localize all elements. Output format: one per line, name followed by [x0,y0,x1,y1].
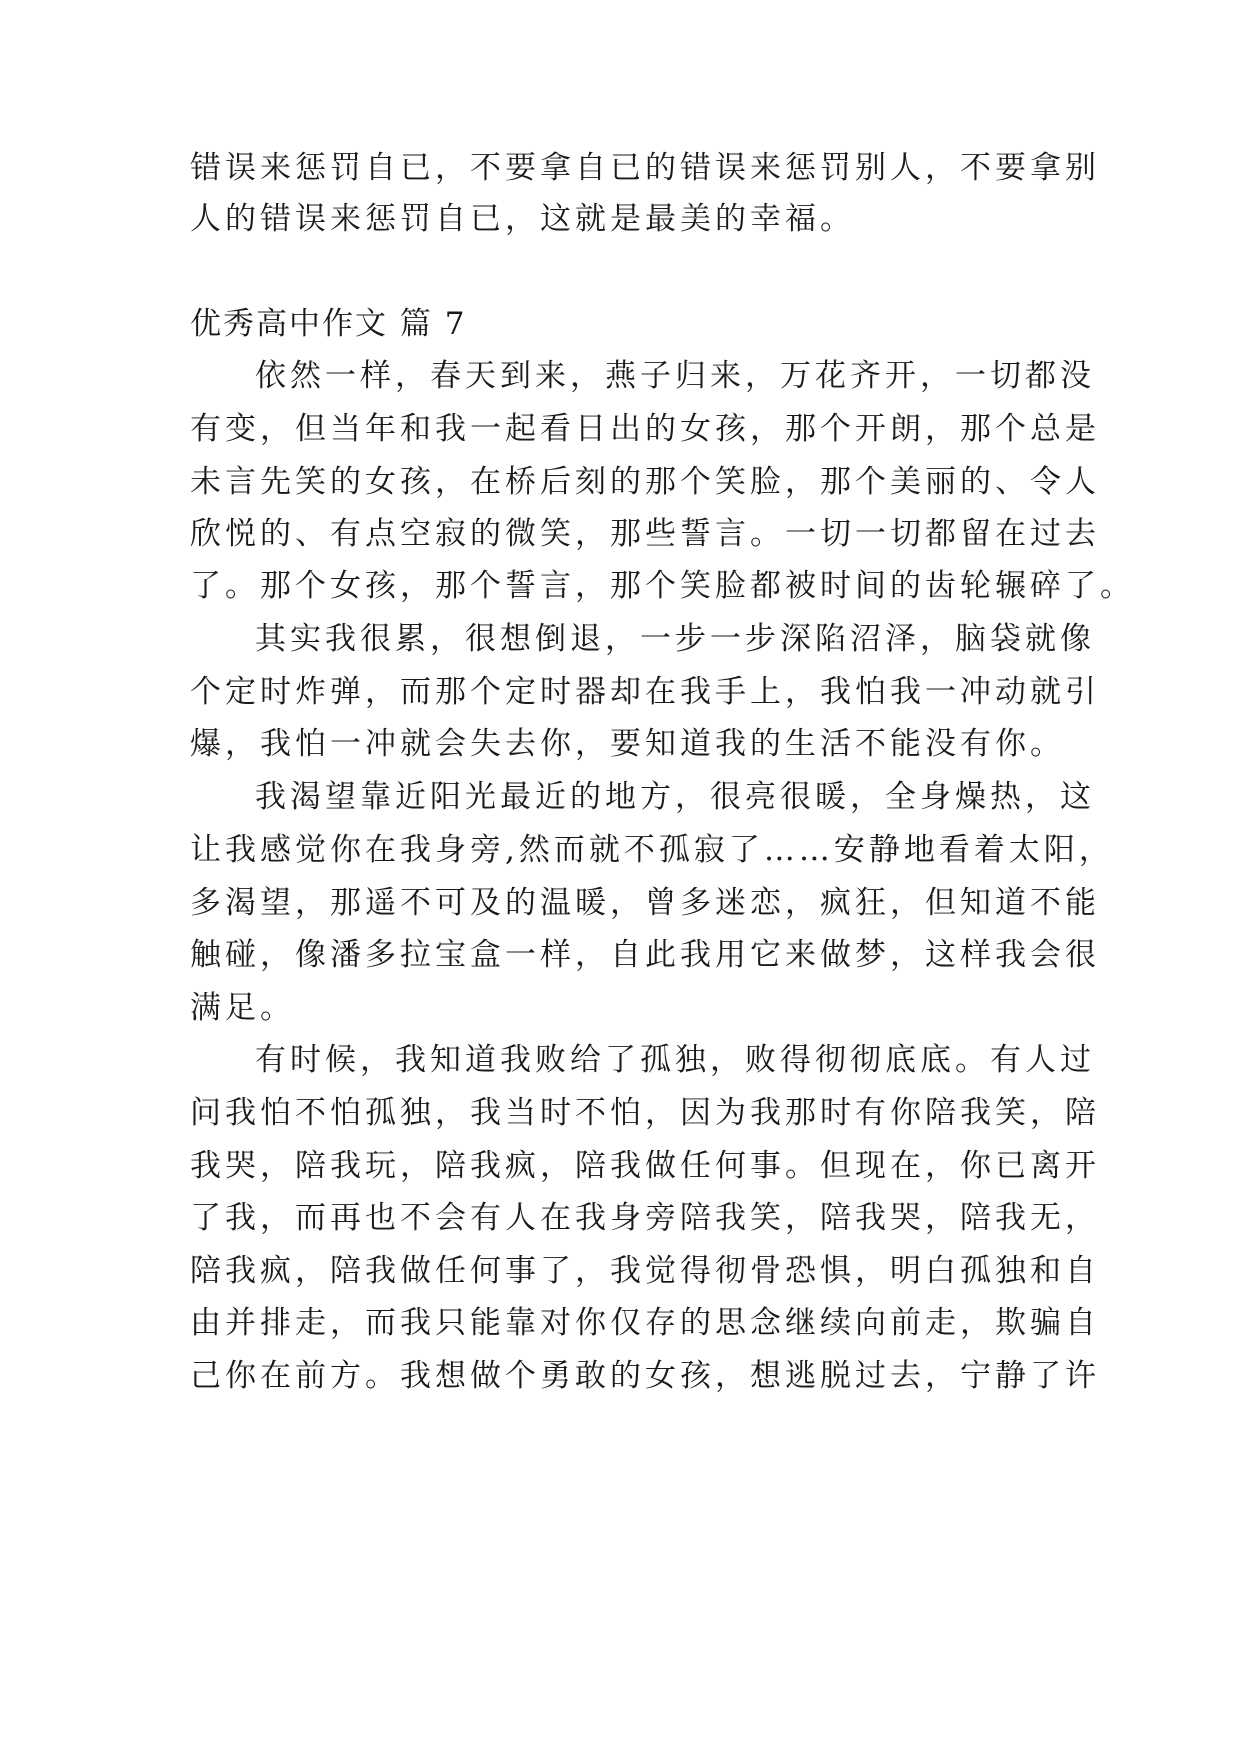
paragraph-line: 让我感觉你在我身旁,然而就不孤寂了……安静地看着太阳， [190,832,1114,868]
paragraph-line: 其实我很累，很想倒退，一步一步深陷沼泽，脑袋就像 [255,621,1095,657]
paragraph-line: 有时候，我知道我败给了孤独，败得彻彻底底。有人过 [255,1042,1095,1078]
paragraph-line: 己你在前方。我想做个勇敢的女孩，想逃脱过去，宁静了许 [190,1358,1100,1394]
paragraph-line: 触碰，像潘多拉宝盒一样，自此我用它来做梦，这样我会很 [190,937,1100,973]
paragraph-line: 由并排走，而我只能靠对你仅存的思念继续向前走，欺骗自 [190,1305,1100,1341]
paragraph-line: 未言先笑的女孩，在桥后刻的那个笑脸，那个美丽的、令人 [190,464,1100,500]
paragraph-line: 有变，但当年和我一起看日出的女孩，那个开朗，那个总是 [190,411,1100,447]
paragraph-line: 多渴望，那遥不可及的温暖，曾多迷恋，疯狂，但知道不能 [190,885,1100,921]
paragraph-line: 满足。 [190,990,295,1026]
paragraph-line: 欣悦的、有点空寂的微笑，那些誓言。一切一切都留在过去 [190,516,1100,552]
paragraph-line: 个定时炸弹，而那个定时器却在我手上，我怕我一冲动就引 [190,674,1100,710]
paragraph-line: 依然一样，春天到来，燕子归来，万花齐开，一切都没 [255,358,1095,394]
paragraph-line: 了。那个女孩，那个誓言，那个笑脸都被时间的齿轮辗碎了。 [190,568,1135,604]
paragraph-line: 问我怕不怕孤独，我当时不怕，因为我那时有你陪我笑，陪 [190,1095,1100,1131]
paragraph-line: 我渴望靠近阳光最近的地方，很亮很暖，全身燥热，这 [255,779,1095,815]
paragraph-line: 爆，我怕一冲就会失去你，要知道我的生活不能没有你。 [190,726,1065,762]
body-text-line: 人的错误来惩罚自已，这就是最美的幸福。 [190,201,855,237]
body-text-line: 错误来惩罚自已，不要拿自已的错误来惩罚别人，不要拿别 [190,150,1100,186]
section-title: 优秀高中作文 篇 7 [190,306,467,342]
paragraph-line: 陪我疯，陪我做任何事了，我觉得彻骨恐惧，明白孤独和自 [190,1253,1100,1289]
paragraph-line: 我哭，陪我玩，陪我疯，陪我做任何事。但现在，你已离开 [190,1148,1100,1184]
paragraph-line: 了我，而再也不会有人在我身旁陪我笑，陪我哭，陪我无， [190,1200,1100,1236]
